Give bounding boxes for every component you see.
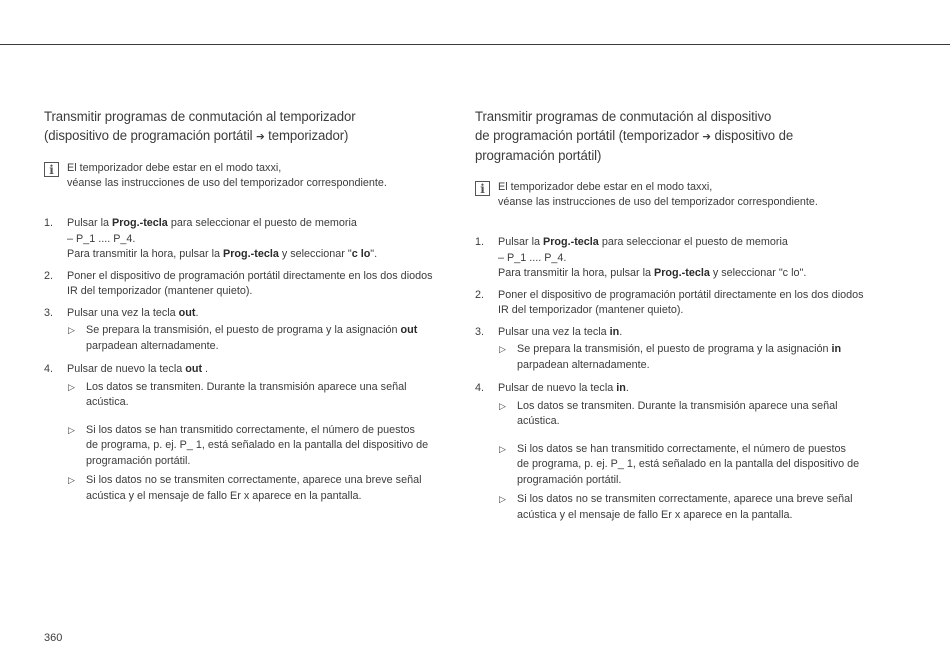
triangle-right-icon: ▷ [68, 325, 75, 335]
step-2: 2. Poner el dispositivo de programación portátil directamente en los dos diodos IR del temporizador (mantener quieto). [44, 269, 433, 297]
info-note: i El temporizador debe estar en el modo taxxi, véanse las instrucciones de uso del temporizador correspondiente. [475, 180, 870, 210]
triangle-right-icon: ▷ [499, 494, 506, 504]
arrow-right-icon: ➔ [702, 131, 711, 143]
triangle-right-icon: ▷ [499, 344, 506, 354]
step-4: 4. Pulsar de nuevo la tecla out . ▷ Los datos se transmiten. Durante la transmisión aparece una señal acústica. ▷ Si los datos se han transmitido correctamente, el número de puestos de programa, p. ej. P_ 1, está señalado en la pantalla del dispositivo de programación portátil. ▷ Si los datos no se transmiten correctamente, aparece una breve señal acústica y el mensaje de fallo Er x aparece en la pantalla. [44, 362, 439, 504]
step-3: 3. Pulsar una vez la tecla in. ▷ Se prepara la transmisión, el puesto de programa y la asignación in parpadean alternadamente. [475, 325, 870, 374]
triangle-right-icon: ▷ [68, 475, 75, 485]
info-icon: i [475, 181, 490, 196]
result-item: ▷ Los datos se transmiten. Durante la transmisión aparece una señal acústica. [498, 399, 870, 430]
section-timer-receive [44, 108, 439, 510]
triangle-right-icon: ▷ [499, 400, 506, 411]
arrow-right-icon: ➔ [256, 131, 265, 143]
result-item: ▷ Se prepara la transmisión, el puesto de programa y la asignación in parpadean alternadamente. [498, 342, 870, 373]
section-title: Transmitir programas de conmutación al dispositivo de programación portátil (temporizador ➔ dispositivo de programación portátil) [475, 109, 794, 164]
triangle-right-icon: ▷ [499, 443, 506, 454]
step-4: 4. Pulsar de nuevo la tecla in. ▷ Los datos se transmiten. Durante la transmisión aparece una señal acústica. ▷ Si los datos se han transmitido correctamente, el número de puestos de programa, p. ej. P_ 1, está señalado en la pantalla del dispositivo de programación portátil. ▷ Si los datos no se transmiten correctamente, aparece una breve señal acústica y el mensaje de fallo Er x aparece en la pantalla. [475, 381, 870, 523]
section-title: Transmitir programas de conmutación al temporizador (dispositivo de programación portátil ➔ temporizador) [44, 109, 356, 144]
section-device-receive [475, 108, 870, 529]
result-item: ▷ Se prepara la transmisión, el puesto de programa y la asignación out parpadean alternadamente. [67, 323, 439, 354]
result-item: ▷ Los datos se transmiten. Durante la transmisión aparece una señal acústica. [67, 380, 439, 411]
result-item: ▷ Si los datos no se transmiten correctamente, aparece una breve señal acústica y el mensaje de fallo Er x aparece en la pantalla. [498, 492, 870, 523]
result-item: ▷ Si los datos no se transmiten correctamente, aparece una breve señal acústica y el mensaje de fallo Er x aparece en la pantalla. [67, 473, 439, 504]
steps-list [475, 235, 870, 523]
triangle-right-icon: ▷ [68, 424, 75, 435]
steps-list [44, 216, 439, 504]
info-icon: i [44, 162, 59, 177]
step-1: 1. Pulsar la Prog.-tecla para seleccionar el puesto de memoria – P_1 .... P_4. Para transmitir la hora, pulsar la Prog.-tecla y seleccionar "c lo". [44, 217, 378, 260]
step-1: 1. Pulsar la Prog.-tecla para seleccionar el puesto de memoria – P_1 .... P_4. Para transmitir la hora, pulsar la Prog.-tecla y seleccionar "c lo". [475, 236, 807, 279]
triangle-right-icon: ▷ [68, 381, 75, 392]
result-item: ▷ Si los datos se han transmitido correctamente, el número de puestos de programa, p. ej. P_ 1, está señalado en la pantalla del dispositivo de programación portátil. [498, 442, 870, 489]
header-rule [0, 44, 950, 45]
step-2: 2. Poner el dispositivo de programación portátil directamente en los dos diodos IR del temporizador (mantener quieto). [475, 288, 864, 316]
step-3: 3. Pulsar una vez la tecla out. ▷ Se prepara la transmisión, el puesto de programa y la asignación out parpadean alternadamente. [44, 306, 439, 355]
info-note: i El temporizador debe estar en el modo taxxi, véanse las instrucciones de uso del temporizador correspondiente. [44, 161, 439, 191]
page-number: 360 [44, 632, 63, 644]
result-item: ▷ Si los datos se han transmitido correctamente, el número de puestos de programa, p. ej. P_ 1, está señalado en la pantalla del dispositivo de programación portátil. [67, 423, 439, 470]
